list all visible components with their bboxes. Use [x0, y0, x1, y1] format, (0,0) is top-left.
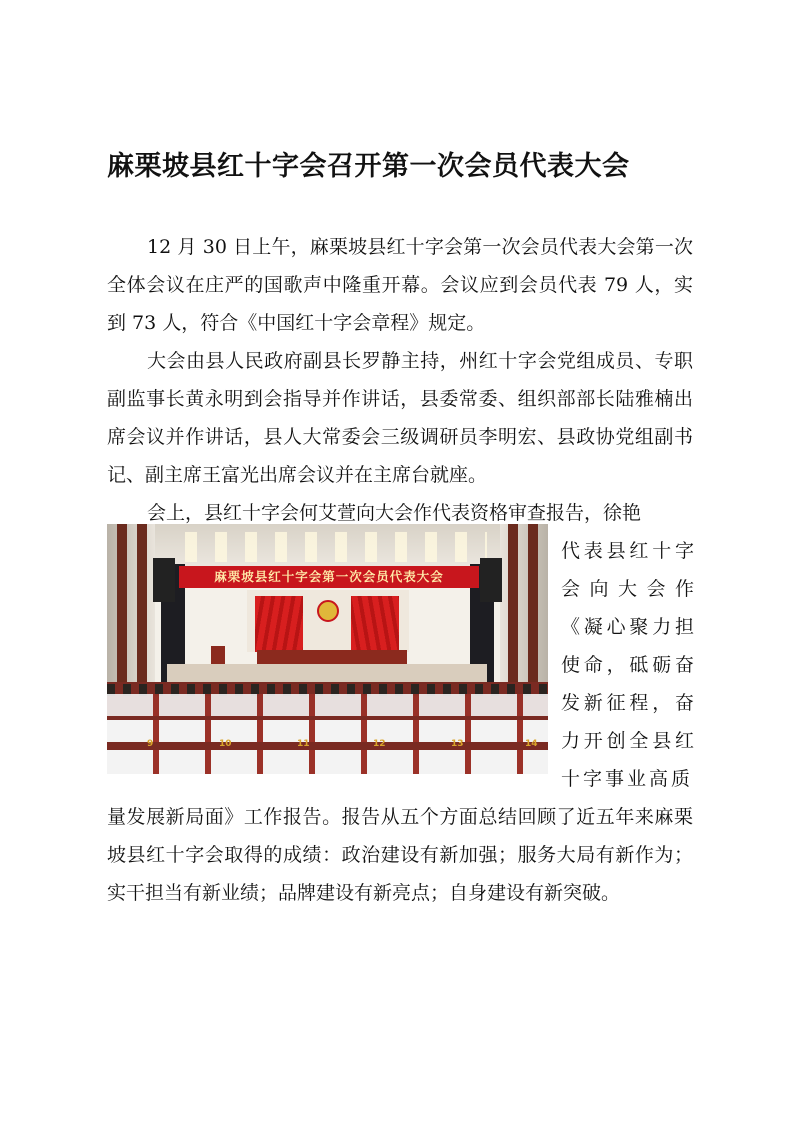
meeting-photo	[107, 524, 548, 774]
pillar	[137, 524, 147, 694]
seat-number: 13	[451, 739, 464, 749]
stage	[167, 664, 487, 682]
stage-banner: 麻栗坡县红十字会第一次会员代表大会	[179, 566, 479, 588]
paragraph-3-end: 量发展新局面》工作报告。报告从五个方面总结回顾了近五年来麻栗坡县红十字会取得的成绩：政治建设有新加强；服务大局有新作为；实干担当有新业绩；品牌建设有新亮点；自身建设有新突破。	[107, 806, 693, 904]
paragraph-2: 大会由县人民政府副县长罗静主持，州红十字会党组成员、专职副监事长黄永明到会指导并作讲话，县委常委、组织部部长陆雅楠出席会议并作讲话，县人大常委会三级调研员李明宏、县政协党组副书记、副主席王富光出席会议并在主席台就座。	[107, 350, 693, 486]
pillar	[528, 524, 538, 694]
paragraph-1: 12 月 30 日上午，麻栗坡县红十字会第一次会员代表大会第一次全体会议在庄严的国歌声中隆重开幕。会议应到会员代表 79 人，实到 73 人，符合《中国红十字会章程》规定。	[107, 236, 693, 334]
seat-number: 11	[297, 739, 310, 749]
article-title: 麻栗坡县红十字会召开第一次会员代表大会	[107, 151, 630, 182]
seat-row	[107, 694, 548, 716]
red-flags-left	[255, 596, 303, 652]
speaker-right	[480, 558, 502, 602]
seat-number: 10	[219, 739, 232, 749]
paragraph-3-side: 代表县红十字会向大会作《凝心聚力担使命，砥砺奋发新征程，奋力开创全县红十字事业高质	[561, 540, 697, 790]
pillar	[117, 524, 127, 694]
seat-number: 14	[525, 739, 538, 749]
red-flags-right	[351, 596, 399, 652]
seat-number: 12	[373, 739, 386, 749]
seat-row	[107, 750, 548, 774]
seat-number: 9	[147, 739, 154, 749]
presidium-table	[257, 650, 407, 664]
emblem-icon	[317, 600, 339, 622]
paragraph-3-start: 会上，县红十字会何艾萱向大会作代表资格审查报告，徐艳	[147, 502, 642, 524]
pillar	[508, 524, 518, 694]
seat-row	[107, 720, 548, 742]
speaker-left	[153, 558, 175, 602]
ceiling-lights	[167, 532, 487, 562]
